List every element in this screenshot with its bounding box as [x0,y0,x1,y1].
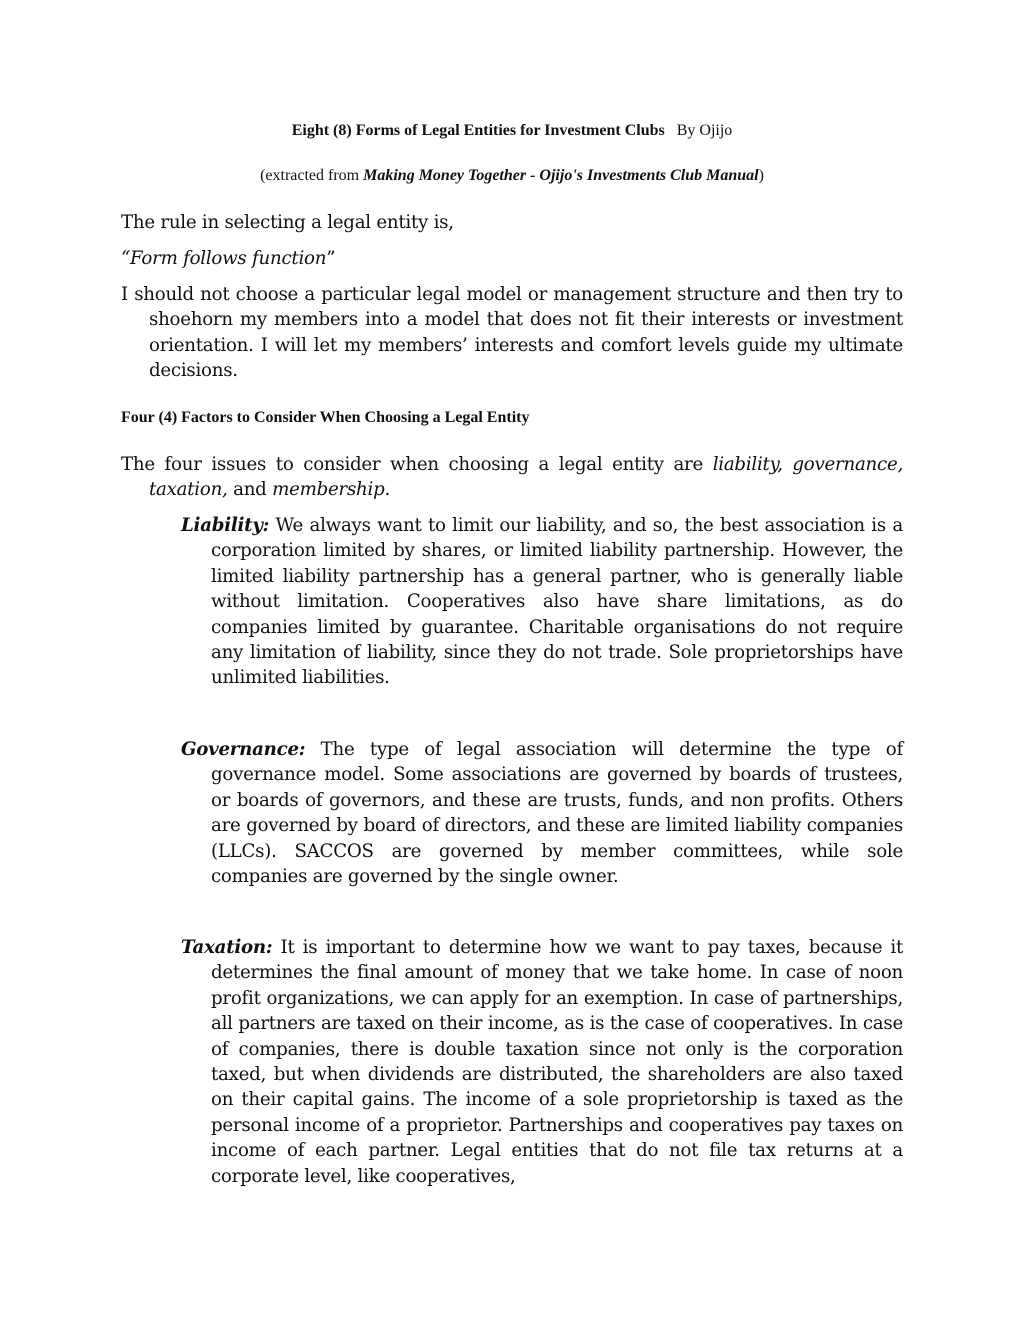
issues-and: and [227,479,273,501]
intro-quote [121,246,903,271]
issues-prefix: The four issues to consider when choosing a legal entity are [121,454,713,475]
issues-end: . [384,479,391,501]
factor-text: We always want to limit our liability, and so, the best association is a corporation limited by shares, or limited liability partnership. However, the limited liability partnership has a general partner, who is generally liable without limitation. Cooperatives also have share limitations, as do companies limited by guarantee. Charitable organisations do not require any limitation of liability, since they do not trade. Sole proprietorships have unlimited liabilities. [211,515,903,689]
intro-rule: The rule in selecting a legal entity is, [121,212,454,233]
source-suffix: ) [758,167,764,184]
issues-paragraph [121,452,903,503]
issues-last: membership [272,479,385,501]
section-heading: Four (4) Factors to Consider When Choosing a Legal Entity [121,409,530,426]
title-text: Eight (8) Forms of Legal Entities for Investment Clubs [291,122,665,139]
quote-close: ” [326,248,336,269]
author-text: By Ojijo [676,122,733,139]
factor-text: The type of legal association will determine the type of governance model. Some associations are governed by boards of trustees, or boards of governors, and these are trusts, funds, and non profits. Others are governed by board of directors, and these are limited liability companies (LLCs). SACCOS are governed by member committees, while sole companies are governed by the single owner. [211,739,903,888]
factor-liability [181,513,903,691]
factor-label: Liability: [181,515,270,536]
quote-text: “Form follows function [121,248,327,269]
factor-label: Taxation: [181,937,273,958]
source-title: Making Money Together - Ojijo's Investments Club Manual [363,167,759,184]
factor-text: It is important to determine how we want to pay taxes, because it determines the final amount of money that we take home. In case of noon profit organizations, we can apply for an exemption. In case of partnerships, all partners are taxed on their income, as is the case of cooperatives. In case of companies, there is double taxation since not only is the corporation taxed, but when dividends are distributed, the shareholders are also taxed on their capital gains. The income of a sole proprietorship is taxed as the personal income of a proprietor. Partnerships and cooperatives pay taxes on income of each partner. Legal entities that do not file tax returns at a corporate level, like cooperatives, [211,937,903,1187]
document-title [0,121,1024,141]
factor-governance [181,737,903,889]
issues-list: liability, governance, taxation, [149,454,903,501]
factor-label: Governance: [181,739,306,760]
source-prefix: (extracted from [260,167,364,184]
intro-statement: I should not choose a particular legal model or management structure and then try to shoehorn my members into a model that does not fit their interests or investment orientation. I will let my members’ interests and comfort levels guide my ultimate decisions. [121,284,903,382]
source-note [0,166,1024,186]
factor-taxation [181,935,903,1189]
